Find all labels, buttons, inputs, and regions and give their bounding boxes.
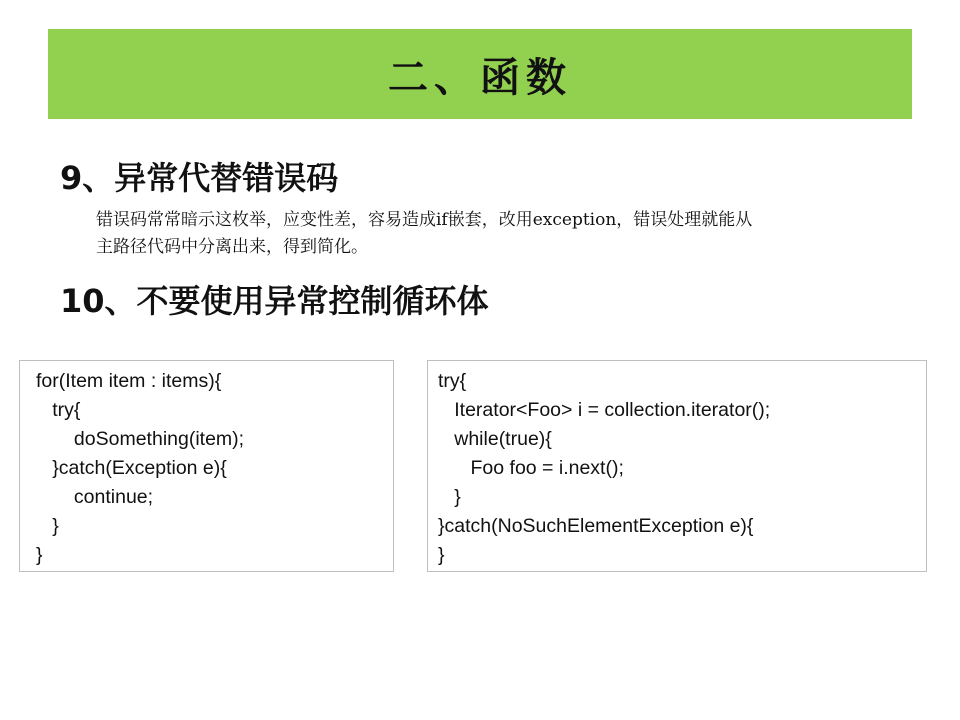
code-box-right	[427, 360, 927, 572]
section-9-body-line: 主路径代码中分离出来，得到简化。	[96, 237, 368, 257]
section-9-heading: 9、异常代替错误码	[60, 159, 339, 197]
code-line: }catch(Exception e){	[36, 457, 227, 479]
code-line: Iterator<Foo> i = collection.iterator();	[438, 399, 771, 421]
code-line: }	[36, 515, 59, 537]
code-line: }	[438, 486, 461, 508]
section-10-heading: 10、不要使用异常控制循环体	[60, 282, 489, 320]
code-line: try{	[36, 399, 81, 421]
code-line: }	[36, 544, 43, 566]
code-line: while(true){	[438, 428, 552, 450]
code-line: }	[438, 544, 445, 566]
section-9-body-line: 错误码常常暗示这枚举，应变性差，容易造成if嵌套，改用exception，错误处理就能从	[96, 210, 753, 230]
code-box-left	[19, 360, 394, 572]
slide-title: 二、函数	[388, 53, 572, 101]
code-line: continue;	[36, 486, 154, 508]
title-banner	[48, 29, 912, 119]
code-line: try{	[438, 370, 467, 392]
code-line: Foo foo = i.next();	[438, 457, 624, 479]
section-9-body	[96, 207, 908, 261]
code-line: }catch(NoSuchElementException e){	[438, 515, 754, 537]
code-line: for(Item item : items){	[36, 370, 222, 392]
code-line: doSomething(item);	[36, 428, 245, 450]
